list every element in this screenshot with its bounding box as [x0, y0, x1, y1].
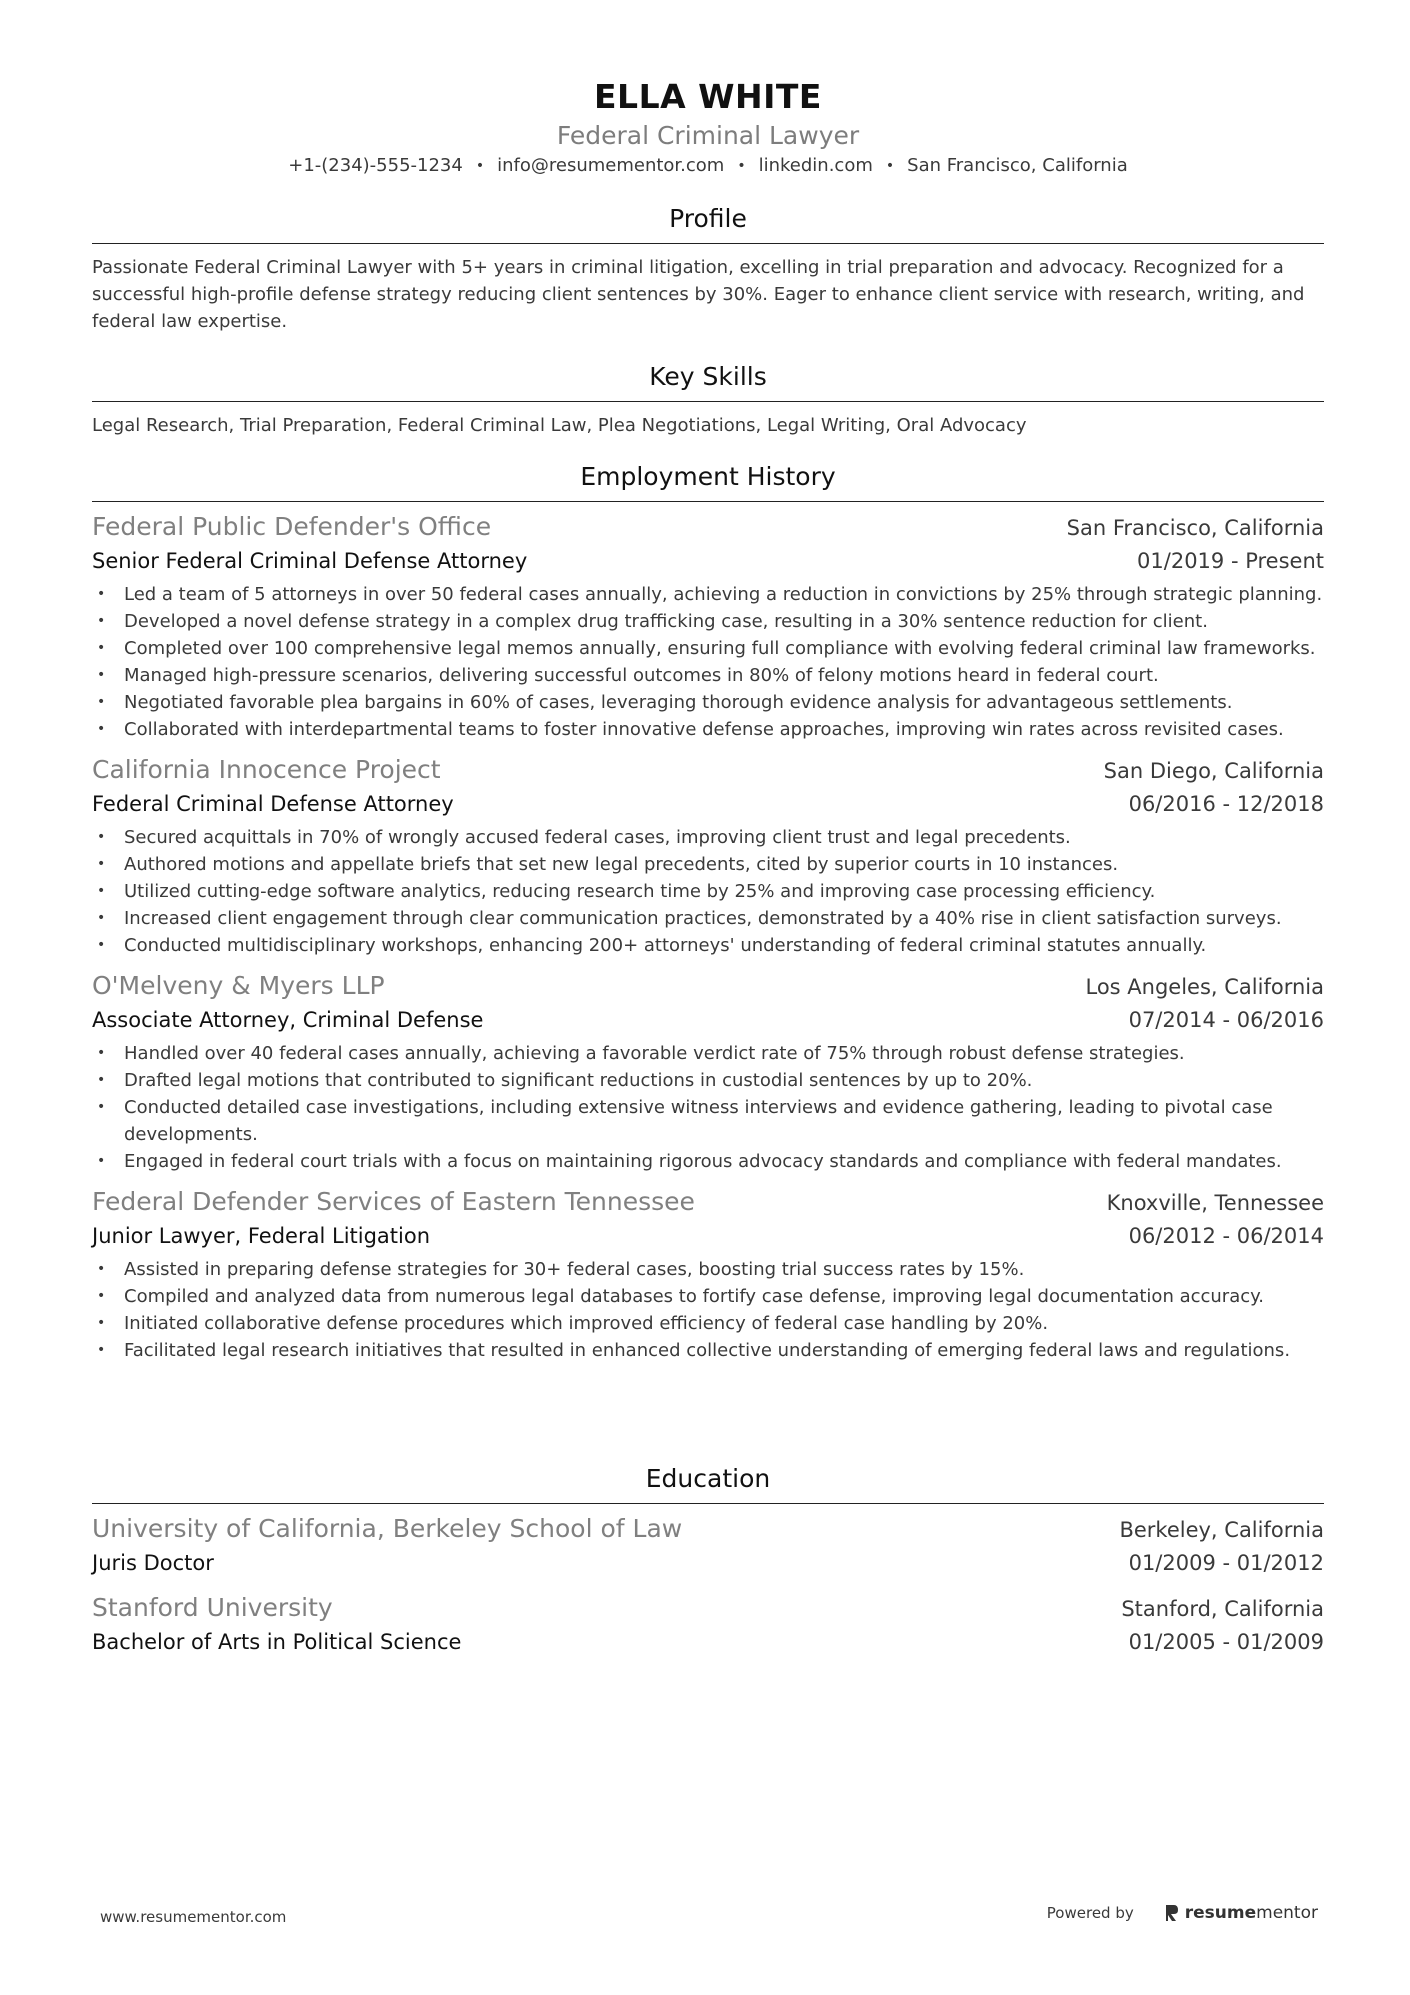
education-entry	[92, 1591, 1324, 1658]
job-location: San Diego, California	[1103, 759, 1324, 783]
bullet-icon: •	[97, 1099, 106, 1115]
job-entry	[92, 510, 1324, 743]
list-item: • Managed high-pressure scenarios, delivering successful outcomes in 80% of felony motions heard in federal court.	[92, 662, 1324, 689]
contact-location: San Francisco, California	[907, 155, 1128, 176]
bullet-icon: •	[97, 1342, 106, 1358]
list-item: • Led a team of 5 attorneys in over 50 federal cases annually, achieving a reduction in convictions by 25% through strategic planning.	[92, 581, 1324, 608]
profile-summary: Passionate Federal Criminal Lawyer with 5+ years in criminal litigation, excelling in trial preparation and advocacy. Recognized for a successful high-profile defense strategy reducing client sentences by 30%. Eager to enhance client service with research, writing, and federal law expertise.	[92, 257, 1305, 332]
list-item: • Developed a novel defense strategy in a complex drug trafficking case, resulting in a 30% sentence reduction for client.	[92, 608, 1324, 635]
degree: Juris Doctor	[92, 1551, 214, 1575]
school-name: Stanford University	[92, 1593, 333, 1622]
list-item: • Collaborated with interdepartmental teams to foster innovative defense approaches, improving win rates across revisited cases.	[92, 716, 1324, 743]
list-item: • Handled over 40 federal cases annually, achieving a favorable verdict rate of 75% through robust defense strategies.	[92, 1040, 1324, 1067]
degree: Bachelor of Arts in Political Science	[92, 1630, 462, 1654]
list-item: • Utilized cutting-edge software analytics, reducing research time by 25% and improving case processing efficiency.	[92, 878, 1324, 905]
bullet-icon: •	[97, 640, 106, 656]
job-dates: 06/2016 - 12/2018	[1128, 792, 1324, 816]
education-entry	[92, 1512, 1324, 1579]
job-location: San Francisco, California	[1066, 516, 1324, 540]
bullet-icon: •	[97, 667, 106, 683]
job-entry	[92, 969, 1324, 1175]
bullet-icon: •	[97, 829, 106, 845]
bullet-icon: •	[97, 613, 106, 629]
list-item: • Conducted multidisciplinary workshops, enhancing 200+ attorneys' understanding of federal criminal statutes annually.	[92, 932, 1324, 959]
bullet-icon: •	[97, 937, 106, 953]
bullet-icon: •	[97, 910, 106, 926]
footer-website[interactable]: www.resumementor.com	[100, 1908, 287, 1926]
list-item: • Conducted detailed case investigations, including extensive witness interviews and evidence gathering, leading to pivotal case developments.	[92, 1094, 1324, 1148]
job-bullets	[92, 581, 1324, 743]
job-bullets	[92, 1256, 1324, 1364]
section-heading-employment: Employment History	[92, 464, 1324, 502]
job-org: California Innocence Project	[92, 755, 441, 784]
job-location: Los Angeles, California	[1085, 975, 1324, 999]
job-role: Junior Lawyer, Federal Litigation	[92, 1224, 431, 1248]
footer-branding	[1047, 1903, 1318, 1923]
bullet-icon: •	[97, 1288, 106, 1304]
job-location: Knoxville, Tennessee	[1106, 1191, 1324, 1215]
job-org: O'Melveny & Myers LLP	[92, 971, 385, 1000]
brand-logo[interactable]	[1164, 1903, 1318, 1923]
resumementor-logo-icon	[1164, 1903, 1180, 1923]
bullet-icon: •	[97, 1261, 106, 1277]
list-item: • Assisted in preparing defense strategies for 30+ federal cases, boosting trial success rates by 15%.	[92, 1256, 1324, 1283]
job-bullets	[92, 824, 1324, 959]
list-item: • Increased client engagement through clear communication practices, demonstrated by a 40% rise in client satisfaction surveys.	[92, 905, 1324, 932]
section-heading-education: Education	[92, 1466, 1324, 1504]
list-item: • Negotiated favorable plea bargains in 60% of cases, leveraging thorough evidence analysis for advantageous settlements.	[92, 689, 1324, 716]
education-dates: 01/2005 - 01/2009	[1128, 1630, 1324, 1654]
list-item: • Authored motions and appellate briefs that set new legal precedents, cited by superior courts in 10 instances.	[92, 851, 1324, 878]
job-entry	[92, 753, 1324, 959]
job-role: Senior Federal Criminal Defense Attorney	[92, 549, 528, 573]
contact-phone: +1-(234)-555-1234	[288, 155, 463, 176]
job-org: Federal Defender Services of Eastern Tennessee	[92, 1187, 695, 1216]
job-entry	[92, 1185, 1324, 1364]
contact-line	[92, 157, 1324, 175]
bullet-icon: •	[97, 1045, 106, 1061]
bullet-icon: •	[97, 856, 106, 872]
skills-section	[92, 364, 1324, 439]
school-location: Berkeley, California	[1119, 1518, 1324, 1542]
section-heading-profile: Profile	[92, 206, 1324, 244]
job-org: Federal Public Defender's Office	[92, 512, 492, 541]
job-dates: 01/2019 - Present	[1137, 549, 1324, 573]
bullet-icon: •	[97, 1153, 106, 1169]
bullet-icon: •	[97, 586, 106, 602]
skills-list: Legal Research, Trial Preparation, Federal Criminal Law, Plea Negotiations, Legal Writing, Oral Advocacy	[92, 415, 1027, 436]
job-role: Federal Criminal Defense Attorney	[92, 792, 454, 816]
brand-name-bold: resume	[1184, 1903, 1257, 1923]
contact-separator: •	[475, 158, 485, 174]
profile-section	[92, 206, 1324, 335]
list-item: • Drafted legal motions that contributed to significant reductions in custodial sentences by up to 20%.	[92, 1067, 1324, 1094]
job-role: Associate Attorney, Criminal Defense	[92, 1008, 484, 1032]
bullet-icon: •	[97, 694, 106, 710]
bullet-icon: •	[97, 721, 106, 737]
list-item: • Completed over 100 comprehensive legal memos annually, ensuring full compliance with evolving federal criminal law frameworks.	[92, 635, 1324, 662]
bullet-icon: •	[97, 1315, 106, 1331]
contact-linkedin[interactable]: linkedin.com	[758, 155, 873, 176]
education-section	[92, 1466, 1324, 1658]
school-location: Stanford, California	[1121, 1597, 1324, 1621]
list-item: • Secured acquittals in 70% of wrongly accused federal cases, improving client trust and legal precedents.	[92, 824, 1324, 851]
section-heading-skills: Key Skills	[92, 364, 1324, 402]
education-dates: 01/2009 - 01/2012	[1128, 1551, 1324, 1575]
bullet-icon: •	[97, 883, 106, 899]
list-item: • Facilitated legal research initiatives that resulted in enhanced collective understanding of emerging federal laws and regulations.	[92, 1337, 1324, 1364]
powered-by-label: Powered by	[1046, 1904, 1134, 1922]
list-item: • Initiated collaborative defense procedures which improved efficiency of federal case handling by 20%.	[92, 1310, 1324, 1337]
job-dates: 06/2012 - 06/2014	[1128, 1224, 1324, 1248]
contact-email[interactable]: info@resumementor.com	[497, 155, 725, 176]
candidate-title: Federal Criminal Lawyer	[556, 121, 860, 150]
candidate-name: ELLA WHITE	[594, 77, 822, 116]
job-bullets	[92, 1040, 1324, 1175]
list-item: • Compiled and analyzed data from numerous legal databases to fortify case defense, improving legal documentation accuracy.	[92, 1283, 1324, 1310]
bullet-icon: •	[97, 1072, 106, 1088]
contact-separator: •	[885, 158, 895, 174]
job-dates: 07/2014 - 06/2016	[1128, 1008, 1324, 1032]
school-name: University of California, Berkeley School of Law	[92, 1514, 683, 1543]
contact-separator: •	[737, 158, 746, 174]
list-item: • Engaged in federal court trials with a focus on maintaining rigorous advocacy standards and compliance with federal mandates.	[92, 1148, 1324, 1175]
brand-name-light: mentor	[1256, 1903, 1318, 1923]
employment-section	[92, 464, 1324, 1364]
